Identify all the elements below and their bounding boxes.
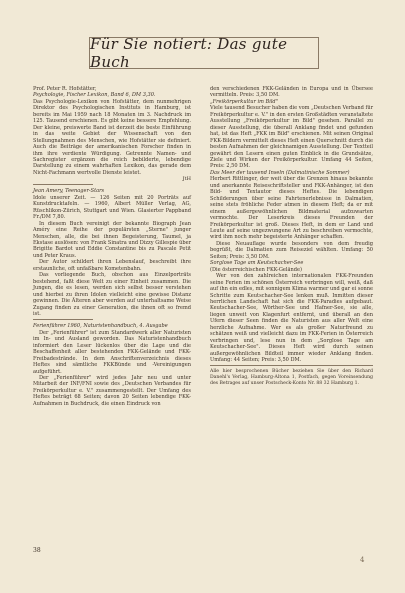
review-subheading: (Die österreichischen FKK-Gelände) xyxy=(210,266,302,273)
review-body: In diesem Buch vereinigt der bekannte Biograph Jean Améry eine Reihe der populärsten „Sterne" junger Menschen, alle, die bei ihnen Begeisterung, Taumel, ja Ekstase auslösen: von Frank Sinatra und Dizzy Gillespie über Brigitte Bardot und Eddie Constantine bis zu Pascale Petit und Peter Kraus. xyxy=(33,220,191,259)
divider xyxy=(33,319,93,320)
divider xyxy=(210,365,373,366)
left-column xyxy=(33,86,191,407)
page-number: 38 xyxy=(33,547,41,554)
review-body: Das vorliegende Buch, obschon aus Einzelporträts bestehend, faßt diese Welt zu einer Einheit zusammen. Die Jungen, die es lesen, werden sich selbst besser verstehen und hierbei zu ihren Idolen vielleicht eine gewisse Distanz gewinnen. Die Älteren aber werden auf unterhaltsame Weise Zugang finden zu einer Generation, die ihnen oft so fremd ist. xyxy=(33,272,191,317)
review-body: Das Psychologie-Lexikon von Hofstätter, dem nunmehrigen Direktor des Psychologischen Instituts in Hamburg, ist bereits im Mai 1959 nach 18 Monaten im 3. Nachdruck im 125. Tausend erschienen. Es gibt keine bessere Empfehlung. Der kleine, preiswerte Band ist derzeit die beste Einführung in das weite Gebiet der Wissenschaft von den Stellungnahmen des Menschen, wie Hofstätter sie definiert. Auch die Beiträge der amerikanischen Forscher finden in ihm ihre verdiente Würdigung. Getrennte Namen- und Sachregister ergänzen die reich bebilderte, lebendige Darstellung zu einem wahrhaften Lexikon, das gerade dem Nicht-Fachmann wertvolle Dienste leistet. xyxy=(33,98,191,176)
review-body: Der Autor schildert ihren Lebenslauf, beschreibt ihre erstaunliche, oft unfaßbare Kometenbahn. xyxy=(33,259,191,272)
review-body: Herbert Rittlinger, der weit über die Grenzen hinaus bekannte und anerkannte Reiseschriftsteller und FKK-Anhänger, ist den Bild- und Textautor dieses Heftes. Die lebendigen Schilderungen über seine Fahrtenerlebnisse in Dalmatien, seine stets fröhliche Feder atmen in diesem Heft; da er mit einem außergewöhnlichen Bildmaterial aufzuwarten vermochte. Der Leserkreis dieses Freunden der Freikörperkultur ist groß. Dieses Heft, in dem er Land und Leute auf seine ungezwungene Art zu beschreiben vermochte, wird ihm noch mehr begeisterte Anhänger schaffen. xyxy=(210,176,373,241)
title-box xyxy=(89,37,319,69)
review-heading: Ferienführer 1960, Naturistenhandbuch, 4. Ausgabe xyxy=(33,323,168,330)
review-publisher-info: Idole unserer Zeit. — 126 Seiten mit 20 Porträts auf Kunstdrucktafeln. — 1960, Albert Müller Verlag, AG, Rüschlikon-Zürich, Stuttgart und Wien. Glasierter Pappband Fr./DM 7,80. xyxy=(33,194,191,221)
divider xyxy=(33,184,93,185)
review-book-title: Psychologie, Fischer Lexikon, Band 6, DM 3,30. xyxy=(33,92,156,99)
review-heading: Jean Amery, Teenager-Stars xyxy=(33,188,105,195)
review-author: Prof. Peter R. Hofstätter, xyxy=(33,86,97,92)
page-title: Für Sie notiert: Das gute Buch xyxy=(90,35,288,71)
review-heading: Das Meer der tausend Inseln (Dalmatinische Sommer) xyxy=(210,169,350,176)
review-heading: „Freikörperkultur im Bild" xyxy=(210,98,278,105)
review-body: Der „Ferienführer" wird jedes Jahr neu und unter Mitarbeit der INF/FNI sowie des „Deutschen Verbandes für Freikörperkultur e. V." zusammengestellt. Der Umfang des Heftes beträgt 68 Seiten; davon 20 Seiten lebendige FKK-Aufnahmen in Buchdruck, die einen Eindruck von xyxy=(33,375,191,407)
corner-mark: 4 xyxy=(360,556,365,564)
review-heading: Sorglose Tage am Keutschacher-See xyxy=(210,260,304,267)
review-body: Der „Ferienführer" ist zum Standardwerk aller Naturisten im In- und Ausland geworden. Das Naturistenhandbuch informiert den Leser lückenlos über die Lage und die Beschaffenheit aller bestehenden FKK-Gelände und FKK-Freibadestrände. In dem Anschriftenverzeichnis dieses Heftes sind sämtliche FKKBünde und -Vereinigungen aufgeführt. xyxy=(33,329,191,375)
right-column xyxy=(210,86,373,387)
review-body: Wer von den zahlreichen internationalen FKK-Freunden seine Ferien im schönen Österreich verbringen will, weiß, daß auf ihn ein edles, mit sonnigem Klima warmer und gar ei sonne Schritte zum Keutschacher-See lenken muß. Inmitten dieser herrlichen Landschaft hat sich die FKK-Paradies aufgebaut. Keutschacher-See, Wörther-See und Hafner-See, sie alle, liegen unweit von Klagenfurt entfernt, und überall an den Ufern dieser Seen finden die Naturisten aus aller Welt eine herzliche Aufnahme. Wer es als großer Naturfreund zu schätzen weiß und vielleicht dazu im FKK-Ferien in Österreich verbringen und, lese nun in dem „Sorglose Tage am Keutschacher-See". Dieses Heft wird durch seinen außergewöhnlichen Bildteil immer wieder Anklang finden. Umfang: 44 Seiten; Preis: 3,50 DM. xyxy=(210,273,373,364)
review-body: Diese Neuauflage wurde besonders von dem freudig begrüßt, die Dalmatien zum Reiseziel wählten. Umfang: 50 Seiten; Preis: 3,50 DM. xyxy=(210,240,373,260)
review-signature: JtH xyxy=(182,176,191,183)
footnote: Alle hier besprochenen Bücher beziehen Sie über den Richard Danehl's Verlag, Hamburg-Altona 1, Postfach, gegen Voreinsendung des Betrages auf unser Postscheck-Konto Nr. 88 32 Hamburg 1. xyxy=(210,369,373,387)
review-body: Viele tausend Besucher haben die vom „Deutschen Verband für Freikörperkultur e. V." in den ersten Großstädten veranstaltete Ausstellung „Freikörperkultur im Bild" gesehen. Parallel zu dieser Ausstellung, die überall Anklang findet und gefunden hat, ist das Heft „FKK im Bild" erschienen. Mit seinen Original FKK-Bildern vermittelt dieses Heft einen Querschnitt durch die besten Aufnahmen der gleichnamigen Ausstellung. Der Textteil gewährt den Lesern einen guten Einblick in die Grundsätze, Ziele und Wirken der Freikörperkultur. Umfang 44 Seiten, Preis: 2,50 DM. xyxy=(210,105,373,170)
review-body: den verschiedenen FKK-Geländen in Europa und in Übersee vermitteln. Preis: 3,50 DM. xyxy=(210,86,373,99)
